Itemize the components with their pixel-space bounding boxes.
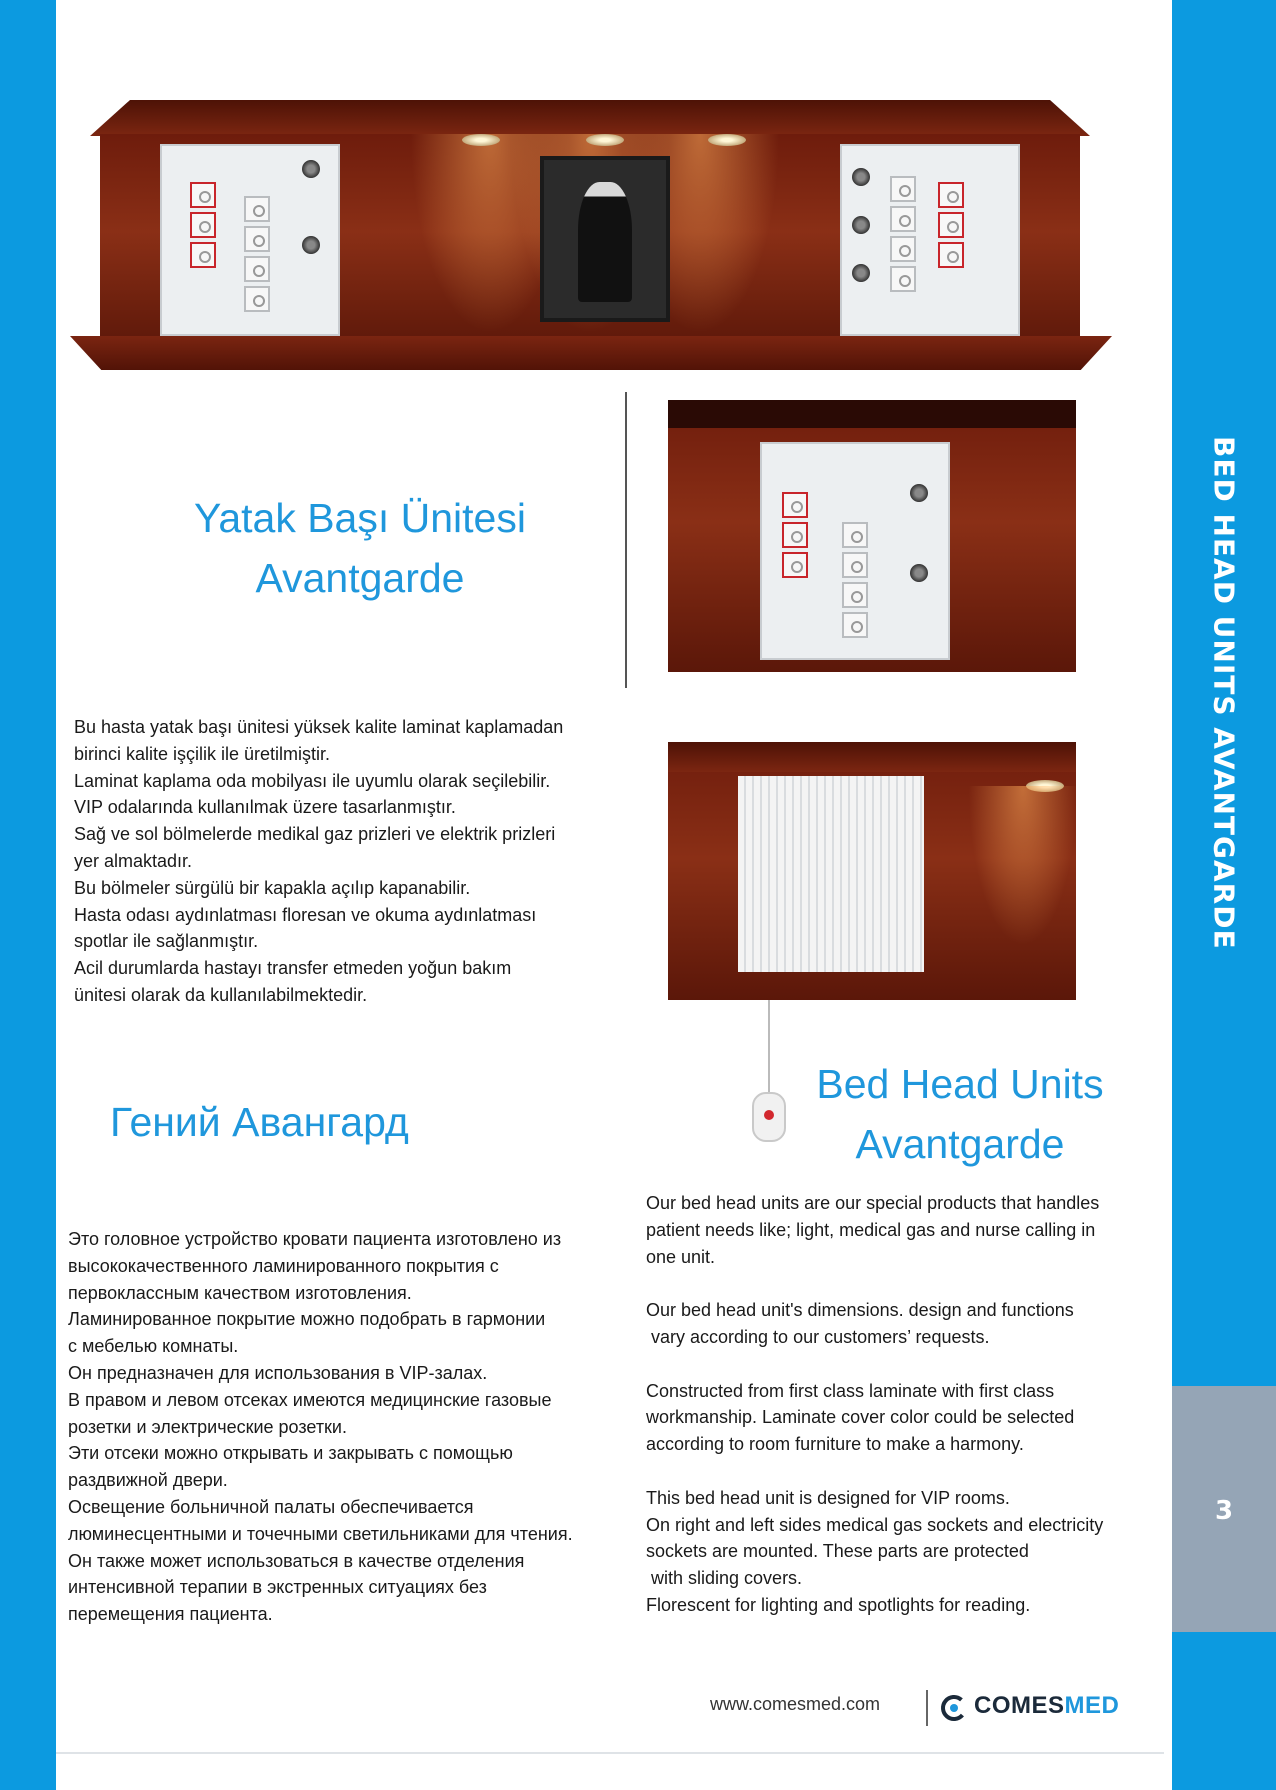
- gas-valve-icon: [910, 484, 928, 502]
- spotlight-icon: [586, 134, 624, 146]
- gas-outlet: [782, 522, 808, 548]
- russian-title: Гений Авангард: [110, 1099, 409, 1145]
- gas-outlet: [190, 242, 216, 268]
- sliding-cover: [738, 776, 924, 972]
- bed-head-unit-photo-closed: [668, 742, 1076, 1000]
- framed-portrait: [540, 156, 670, 322]
- portrait-figure: [578, 182, 632, 302]
- english-line: vary according to our customers’ requests.: [646, 1326, 990, 1347]
- turkish-line: Sağ ve sol bölmelerde medikal gaz prizleri ve elektrik prizleri: [74, 824, 556, 845]
- turkish-line: yer almaktadır.: [74, 850, 193, 871]
- russian-line: розетки и электрические розетки.: [68, 1416, 347, 1437]
- comesmed-logo-text: [974, 1692, 1119, 1720]
- english-title: [770, 1054, 1150, 1174]
- gas-valve-icon: [302, 236, 320, 254]
- russian-line: Он предназначен для использования в VIP-залах.: [68, 1362, 488, 1383]
- power-socket: [244, 226, 270, 252]
- gas-outlet: [782, 492, 808, 518]
- turkish-line: VIP odalarında kullanılmak üzere tasarlanmıştır.: [74, 797, 456, 818]
- cabinet-crown: [668, 400, 1076, 428]
- english-line: with sliding covers.: [646, 1568, 803, 1589]
- english-line: [646, 1458, 1166, 1485]
- russian-line: Он также может использоваться в качестве отделения: [68, 1550, 525, 1571]
- turkish-title-line2: Avantgarde: [255, 555, 465, 601]
- divider-line: [625, 392, 627, 688]
- english-line: Constructed from first class laminate with first class: [646, 1380, 1055, 1401]
- service-panel: [760, 442, 950, 660]
- english-line: [646, 1270, 1166, 1297]
- power-socket: [842, 522, 868, 548]
- footer-url[interactable]: www.comesmed.com: [710, 1694, 881, 1714]
- russian-body: [68, 1226, 648, 1628]
- turkish-line: ünitesi olarak da kullanılabilmektedir.: [74, 984, 368, 1005]
- gas-valve-icon: [302, 160, 320, 178]
- russian-line: Освещение больничной палаты обеспечивается: [68, 1496, 474, 1517]
- russian-line: раздвижной двери.: [68, 1470, 228, 1491]
- english-line: Our bed head units are our special products that handles: [646, 1193, 1100, 1213]
- right-service-panel: [840, 144, 1020, 336]
- spotlight-glow: [968, 786, 1078, 946]
- bed-head-unit-photo-open: [668, 400, 1076, 672]
- power-socket: [244, 196, 270, 222]
- english-line: sockets are mounted. These parts are protected: [646, 1541, 1029, 1562]
- english-line: Florescent for lighting and spotlights for reading.: [646, 1594, 1031, 1615]
- power-socket: [244, 286, 270, 312]
- gas-outlet: [782, 552, 808, 578]
- english-body: [646, 1190, 1166, 1619]
- page-number: 3: [1214, 1496, 1234, 1526]
- comesmed-logo-icon: [940, 1694, 968, 1722]
- english-title-line2: Avantgarde: [855, 1121, 1065, 1167]
- english-line: according to room furniture to make a harmony.: [646, 1434, 1024, 1455]
- cabinet-crown: [90, 100, 1090, 136]
- power-socket: [842, 612, 868, 638]
- logo-part-med: MED: [1064, 1692, 1120, 1719]
- russian-line: перемещения пациента.: [68, 1604, 273, 1625]
- english-line: This bed head unit is designed for VIP rooms.: [646, 1487, 1010, 1508]
- gas-outlet: [190, 212, 216, 238]
- russian-line: В правом и левом отсеках имеются медицинские газовые: [68, 1389, 552, 1410]
- turkish-line: Hasta odası aydınlatması floresan ve okuma aydınlatması: [74, 904, 537, 925]
- english-line: Our bed head unit's dimensions. design and functions: [646, 1300, 1074, 1321]
- turkish-line: spotlar ile sağlanmıştır.: [74, 931, 259, 952]
- gas-valve-icon: [852, 168, 870, 186]
- turkish-line: birinci kalite işçilik ile üretilmiştir.: [74, 743, 331, 764]
- english-line: workmanship. Laminate cover color could be selected: [646, 1407, 1075, 1428]
- power-socket: [890, 236, 916, 262]
- bed-head-unit-photo-main: [70, 100, 1112, 380]
- cabinet-base: [70, 336, 1112, 370]
- gas-outlet: [938, 212, 964, 238]
- side-title-wrap: [1178, 436, 1270, 956]
- english-line: patient needs like; light, medical gas and nurse calling in: [646, 1219, 1096, 1240]
- turkish-title: [150, 488, 570, 608]
- english-line: [646, 1351, 1166, 1378]
- russian-line: люминесцентными и точечными светильниками для чтения.: [68, 1523, 573, 1544]
- gas-outlet: [938, 242, 964, 268]
- turkish-line: Bu bölmeler sürgülü bir kapakla açılıp kapanabilir.: [74, 877, 471, 898]
- turkish-body: [74, 714, 634, 1009]
- spotlight-icon: [708, 134, 746, 146]
- power-socket: [842, 552, 868, 578]
- russian-line: Ламинированное покрытие можно подобрать в гармонии: [68, 1309, 546, 1330]
- english-line: On right and left sides medical gas sockets and electricity: [646, 1514, 1104, 1535]
- russian-line: первоклассным качеством изготовления.: [68, 1282, 412, 1303]
- russian-line: интенсивной терапии в экстренных ситуациях без: [68, 1577, 487, 1598]
- russian-line: с мебелью комнаты.: [68, 1336, 239, 1357]
- russian-line: Эти отсеки можно открывать и закрывать с помощью: [68, 1443, 513, 1464]
- logo-part-comes: COMES: [974, 1692, 1065, 1719]
- russian-line: Это головное устройство кровати пациента изготовлено из: [68, 1229, 562, 1249]
- power-socket: [842, 582, 868, 608]
- cabinet-crown: [668, 742, 1076, 772]
- power-socket: [890, 266, 916, 292]
- power-socket: [890, 176, 916, 202]
- bottom-rule: [56, 1752, 1164, 1754]
- spotlight-icon: [462, 134, 500, 146]
- power-socket: [890, 206, 916, 232]
- gas-outlet: [190, 182, 216, 208]
- left-service-panel: [160, 144, 340, 336]
- english-line: one unit.: [646, 1246, 716, 1267]
- turkish-line: Acil durumlarda hastayı transfer etmeden yoğun bakım: [74, 958, 512, 979]
- english-title-line1: Bed Head Units: [816, 1061, 1104, 1107]
- gas-valve-icon: [910, 564, 928, 582]
- gas-valve-icon: [852, 264, 870, 282]
- gas-valve-icon: [852, 216, 870, 234]
- turkish-line: Laminat kaplama oda mobilyası ile uyumlu olarak seçilebilir.: [74, 770, 551, 791]
- left-accent-bar: [0, 0, 56, 1790]
- side-title: BED HEAD UNITS AVANTGARDE: [1207, 436, 1241, 950]
- power-socket: [244, 256, 270, 282]
- russian-line: высококачественного ламинированного покрытия с: [68, 1255, 499, 1276]
- turkish-title-line1: Yatak Başı Ünitesi: [194, 495, 526, 541]
- cabinet-body: [100, 134, 1080, 352]
- gas-outlet: [938, 182, 964, 208]
- footer-separator: [926, 1690, 928, 1726]
- turkish-line: Bu hasta yatak başı ünitesi yüksek kalite laminat kaplamadan: [74, 717, 564, 737]
